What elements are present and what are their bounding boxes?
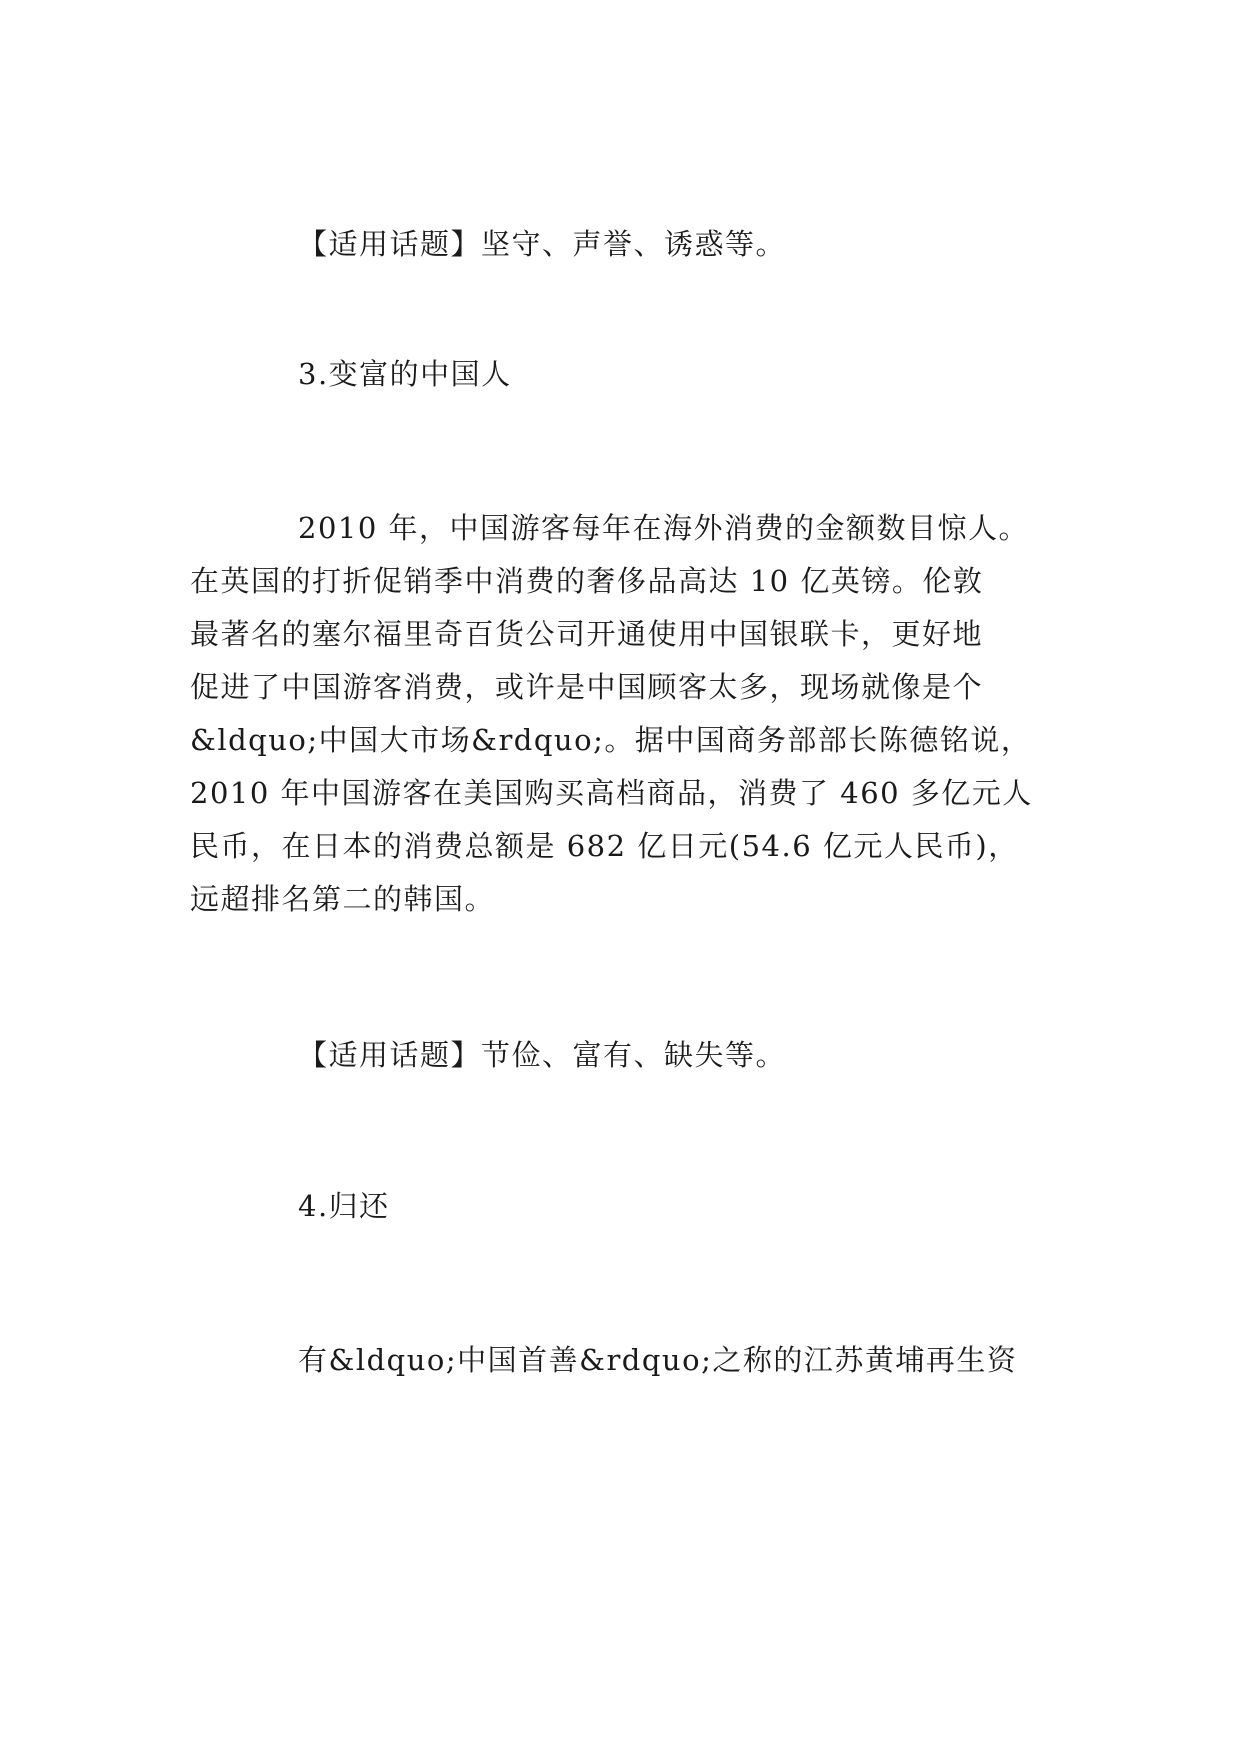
- topic-line-1: 【适用话题】坚守、声誉、诱惑等。: [298, 227, 787, 261]
- section-heading-4: 4.归还: [298, 1189, 390, 1223]
- paragraph-3-line-7: 民币，在日本的消费总额是 682 亿日元(54.6 亿元人民币)，: [190, 829, 1019, 863]
- paragraph-3-line-8: 远超排名第二的韩国。: [190, 882, 496, 916]
- paragraph-3-line-6: 2010 年中国游客在美国购买高档商品，消费了 460 多亿元人: [190, 776, 1033, 810]
- paragraph-3-line-2: 在英国的打折促销季中消费的奢侈品高达 10 亿英镑。伦敦: [190, 564, 984, 598]
- paragraph-3-line-4: 促进了中国游客消费，或许是中国顾客太多，现场就像是个: [190, 670, 984, 704]
- paragraph-3-line-5: &ldquo;中国大市场&rdquo;。据中国商务部部长陈德铭说，: [190, 723, 1032, 757]
- paragraph-4-line-1: 有&ldquo;中国首善&rdquo;之称的江苏黄埔再生资: [298, 1343, 1018, 1377]
- topic-line-2: 【适用话题】节俭、富有、缺失等。: [298, 1038, 787, 1072]
- paragraph-3-line-3: 最著名的塞尔福里奇百货公司开通使用中国银联卡，更好地: [190, 617, 984, 651]
- section-heading-3: 3.变富的中国人: [298, 357, 512, 391]
- paragraph-3-line-1: 2010 年，中国游客每年在海外消费的金额数目惊人。: [298, 511, 1030, 545]
